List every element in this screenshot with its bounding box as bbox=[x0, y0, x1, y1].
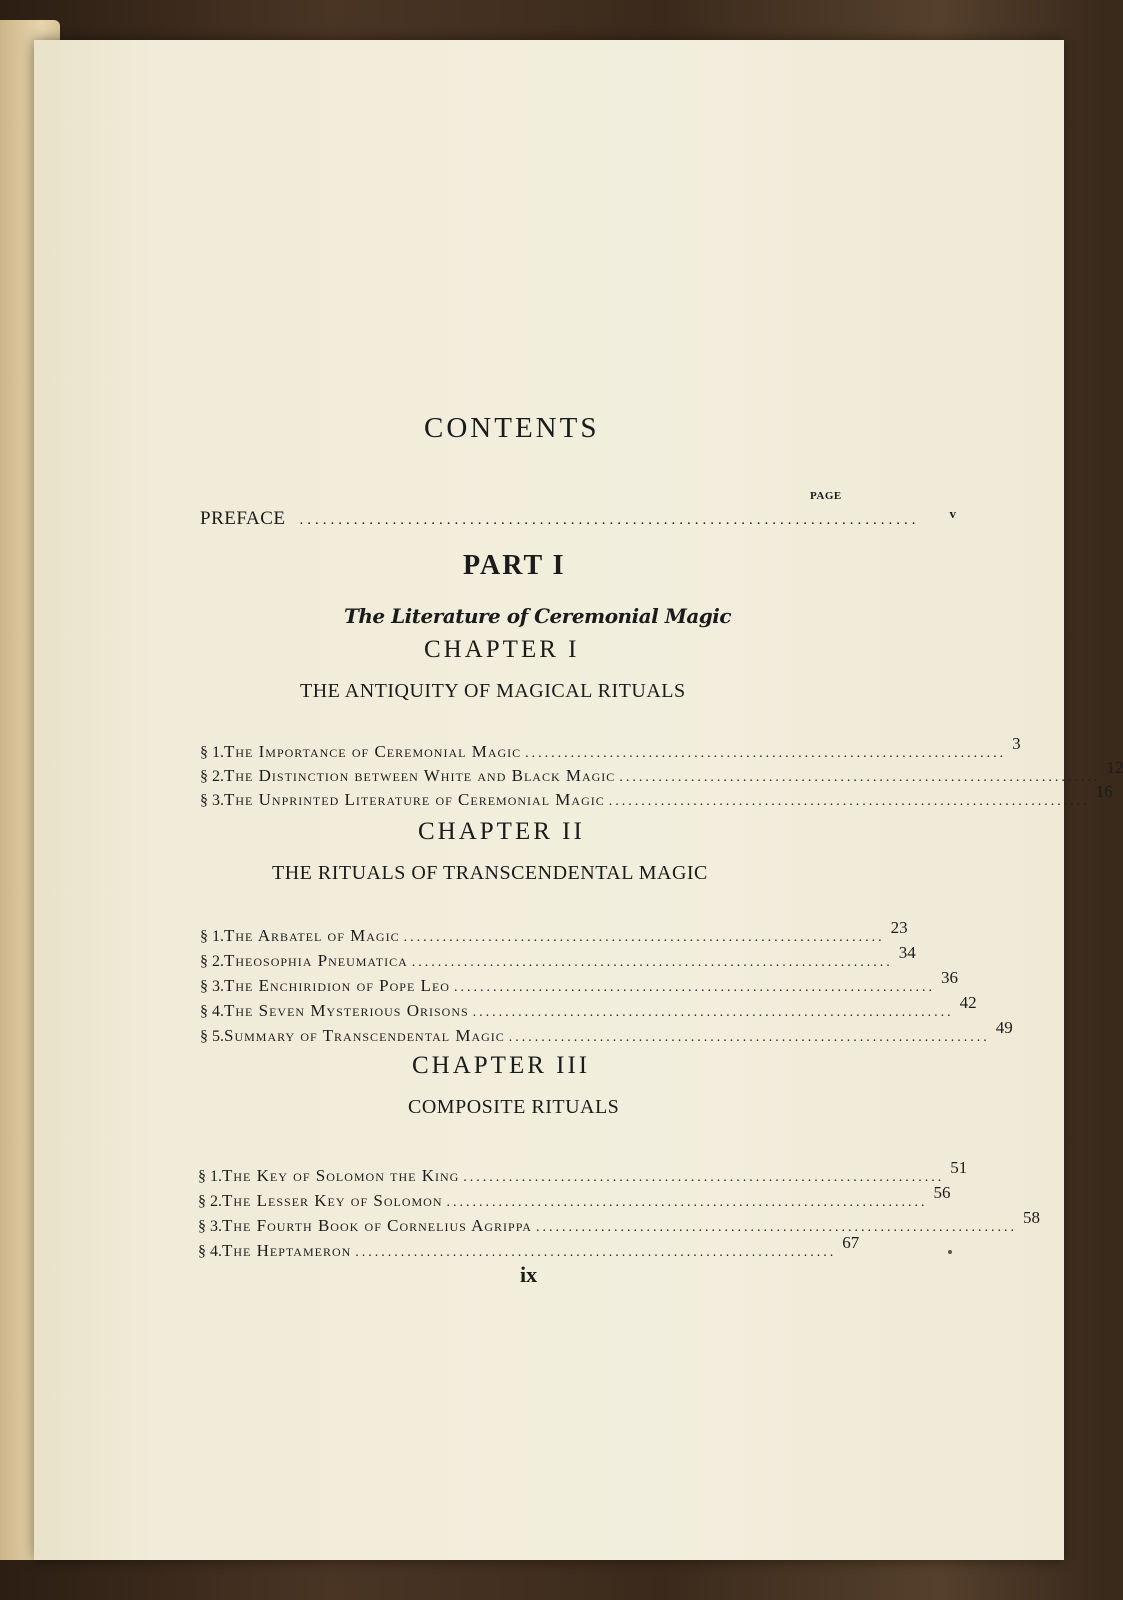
part-title: PART I bbox=[463, 550, 566, 581]
chapter-3-title: CHAPTER III bbox=[412, 1052, 591, 1079]
preface-page: v bbox=[949, 506, 957, 521]
entry-page: 49 bbox=[995, 1018, 1013, 1037]
entry-title: The Key of Solomon the King bbox=[222, 1166, 460, 1185]
section-number: § 1. bbox=[200, 928, 224, 945]
entry-page: 56 bbox=[933, 1183, 951, 1202]
dot-leader: .......................................................................... bbox=[463, 1170, 945, 1185]
section-number: § 3. bbox=[200, 978, 224, 995]
toc-entry bbox=[200, 758, 1123, 786]
toc-entry bbox=[200, 968, 958, 996]
chapter-1-title: CHAPTER I bbox=[424, 636, 580, 663]
entry-title: The Enchiridion of Pope Leo bbox=[224, 976, 450, 995]
entry-title: The Seven Mysterious Orisons bbox=[224, 1001, 469, 1020]
section-number: § 3. bbox=[200, 792, 224, 809]
toc-entry bbox=[198, 1183, 951, 1211]
dot-leader: .......................................................................... bbox=[355, 1245, 837, 1260]
toc-entry bbox=[200, 1018, 1013, 1046]
entry-page: 58 bbox=[1022, 1208, 1040, 1227]
dot-leader: .......................................................................... bbox=[525, 746, 1007, 761]
entry-title: Theosophia Pneumatica bbox=[224, 951, 408, 970]
toc-entry bbox=[200, 918, 908, 946]
section-number: § 2. bbox=[198, 1193, 222, 1210]
entry-title: The Importance of Ceremonial Magic bbox=[224, 742, 522, 761]
toc-entry bbox=[200, 993, 977, 1021]
dot-leader: .......................................................................... bbox=[608, 794, 1090, 809]
dot-leader: .......................................................................... bbox=[411, 955, 893, 970]
chapter-1-subtitle: THE ANTIQUITY OF MAGICAL RITUALS bbox=[300, 680, 686, 702]
paper-speck bbox=[948, 1250, 952, 1254]
entry-title: The Heptameron bbox=[222, 1241, 352, 1260]
entry-title: The Fourth Book of Cornelius Agrippa bbox=[222, 1216, 532, 1235]
entry-page: 3 bbox=[1012, 734, 1021, 753]
toc-entry bbox=[200, 782, 1113, 810]
toc-entry bbox=[200, 734, 1021, 762]
entry-page: 34 bbox=[898, 943, 916, 962]
section-number: § 2. bbox=[200, 953, 224, 970]
section-number: § 5. bbox=[200, 1028, 224, 1045]
entry-title: The Lesser Key of Solomon bbox=[222, 1191, 443, 1210]
preface-entry bbox=[200, 506, 957, 530]
page-folio: ix bbox=[520, 1262, 538, 1287]
entry-title: The Distinction between White and Black Magic bbox=[224, 766, 616, 785]
dot-leader: .......................................................................... bbox=[472, 1005, 954, 1020]
section-number: § 1. bbox=[198, 1168, 222, 1185]
preface-label: PREFACE bbox=[200, 508, 286, 529]
dot-leader: ................................................................................ bbox=[299, 512, 920, 528]
toc-entry bbox=[198, 1158, 968, 1186]
entry-page: 12 bbox=[1106, 758, 1123, 777]
section-number: § 4. bbox=[200, 1003, 224, 1020]
contents-heading: CONTENTS bbox=[424, 412, 600, 444]
section-number: § 2. bbox=[200, 768, 224, 785]
part-subtitle: The Literature of Ceremonial Magic bbox=[344, 604, 732, 628]
entry-page: 16 bbox=[1095, 782, 1113, 801]
entry-title: Summary of Transcendental Magic bbox=[224, 1026, 505, 1045]
entry-page: 51 bbox=[950, 1158, 968, 1177]
entry-title: The Unprinted Literature of Ceremonial Magic bbox=[224, 790, 605, 809]
entry-page: 42 bbox=[959, 993, 977, 1012]
toc-entry bbox=[200, 943, 916, 971]
dot-leader: .......................................................................... bbox=[403, 930, 885, 945]
section-number: § 1. bbox=[200, 744, 224, 761]
section-number: § 3. bbox=[198, 1218, 222, 1235]
dot-leader: .......................................................................... bbox=[619, 770, 1101, 785]
page-column-label: PAGE bbox=[810, 490, 842, 502]
entry-page: 36 bbox=[940, 968, 958, 987]
entry-title: The Arbatel of Magic bbox=[224, 926, 400, 945]
dot-leader: .......................................................................... bbox=[535, 1220, 1017, 1235]
chapter-2-title: CHAPTER II bbox=[418, 818, 585, 845]
dot-leader: .......................................................................... bbox=[446, 1195, 928, 1210]
dot-leader: .......................................................................... bbox=[508, 1030, 990, 1045]
toc-entry bbox=[198, 1233, 860, 1261]
toc-entry bbox=[198, 1208, 1040, 1236]
entry-page: 67 bbox=[842, 1233, 860, 1252]
section-number: § 4. bbox=[198, 1243, 222, 1260]
dot-leader: .......................................................................... bbox=[453, 980, 935, 995]
entry-page: 23 bbox=[890, 918, 908, 937]
chapter-3-subtitle: COMPOSITE RITUALS bbox=[408, 1096, 620, 1118]
chapter-2-subtitle: THE RITUALS OF TRANSCENDENTAL MAGIC bbox=[272, 862, 708, 884]
